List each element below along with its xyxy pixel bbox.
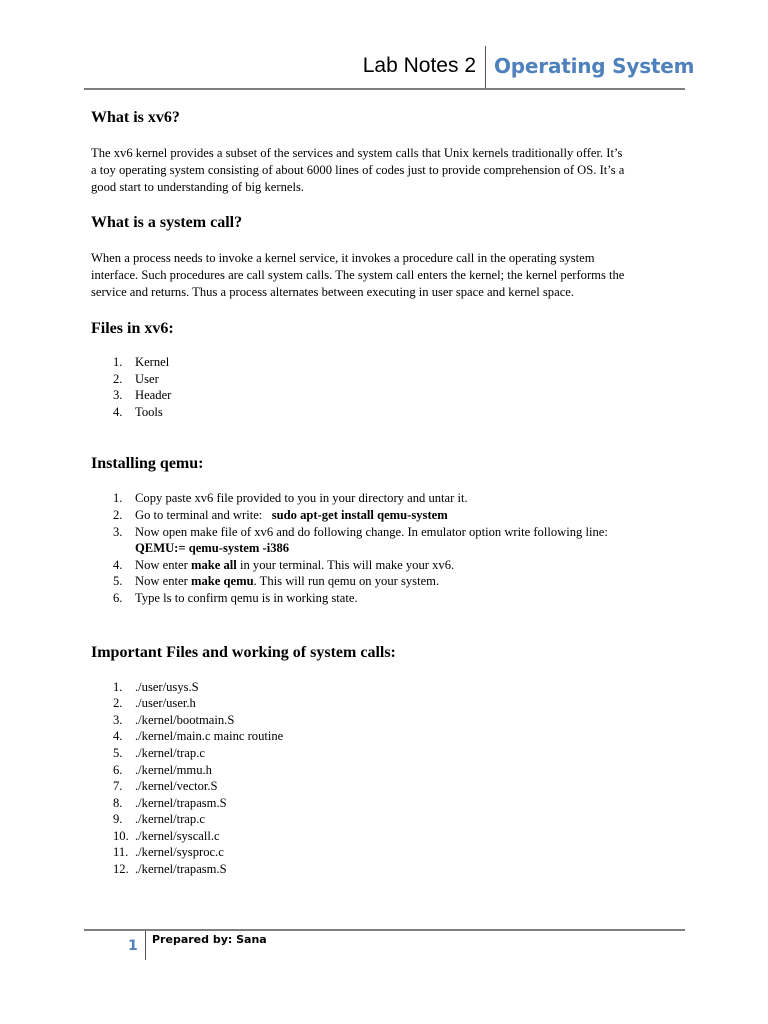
lab-title: Lab Notes 2 [362,54,476,77]
list-item: 8. ./kernel/trapasm.S [113,795,227,810]
list-item: 10. ./kernel/syscall.c [113,828,220,843]
command-text: make all [190,557,237,572]
syscall-line-2: interface. Such procedures are call system calls. The system call enters the kernel; the kernel performs the [91,268,625,282]
xv6-line-1: The xv6 kernel provides a subset of the services and system calls that Unix kernels traditionally offer. It’s [91,146,623,160]
qemu-steps-list [91,490,691,606]
list-item: 11. ./kernel/sysproc.c [113,845,224,860]
footer-rule [84,929,685,931]
syscall-paragraph [91,250,691,301]
syscall-line-3: service and returns. Thus a process alternates between executing in user space and kernel space. [91,285,575,299]
heading-what-is-xv6: What is xv6? [91,109,180,126]
list-item: 9. ./kernel/trap.c [113,812,205,827]
xv6-line-2: a toy operating system consisting of about 6000 lines of codes just to provide comprehension of OS. It’s a [91,163,625,177]
list-item: 7. ./kernel/vector.S [113,779,218,794]
files-list [91,354,691,420]
heading-important-files: Important Files and working of system calls: [91,643,396,661]
footer-divider [145,931,146,960]
list-item: 4. Tools [113,404,163,419]
header-divider [485,46,486,88]
list-item: 6. ./kernel/mmu.h [113,762,212,777]
xv6-line-3: good start to understanding of big kernels. [91,180,305,194]
list-item: 3. Now open make file of xv6 and do following change. In emulator option write following line: QEMU:= qemu-system -i386 [113,524,608,556]
list-item: 4. Now enter make all in your terminal. This will make your xv6. [113,557,455,572]
command-text: QEMU:= qemu-system -i386 [135,541,290,556]
heading-installing-qemu: Installing qemu: [91,455,204,473]
list-item: 3. ./kernel/bootmain.S [113,712,235,727]
subject-title: Operating System [494,54,695,78]
list-item: 2. ./user/user.h [113,696,196,711]
heading-system-call: What is a system call? [91,214,243,231]
important-files-list [91,679,691,878]
heading-files-in-xv6: Files in xv6: [91,320,174,337]
list-item: 5. ./kernel/trap.c [113,745,205,760]
command-text: sudo apt-get install qemu-system [271,507,448,522]
list-item: 3. Header [113,388,172,403]
prepared-by: Prepared by: Sana [152,933,267,946]
list-item: 2. Go to terminal and write: sudo apt-get install qemu-system [113,507,448,522]
list-item: 2. User [113,371,159,386]
list-item: 4. ./kernel/main.c mainc routine [113,729,284,744]
page-number: 1 [128,938,138,954]
syscall-line-1: When a process needs to invoke a kernel service, it invokes a procedure call in the operating system [91,251,595,265]
xv6-paragraph [91,145,691,196]
list-item: 6. Type ls to confirm qemu is in working state. [113,590,358,605]
list-item: 12. ./kernel/trapasm.S [113,862,227,877]
command-text: make qemu [190,574,254,589]
list-item: 5. Now enter make qemu. This will run qemu on your system. [113,574,440,589]
page-header [84,46,695,90]
list-item: 1. Copy paste xv6 file provided to you in your directory and untar it. [113,491,468,506]
list-item: 1. ./user/usys.S [113,679,199,694]
list-item: 1. Kernel [113,355,170,369]
document-body [91,108,691,878]
